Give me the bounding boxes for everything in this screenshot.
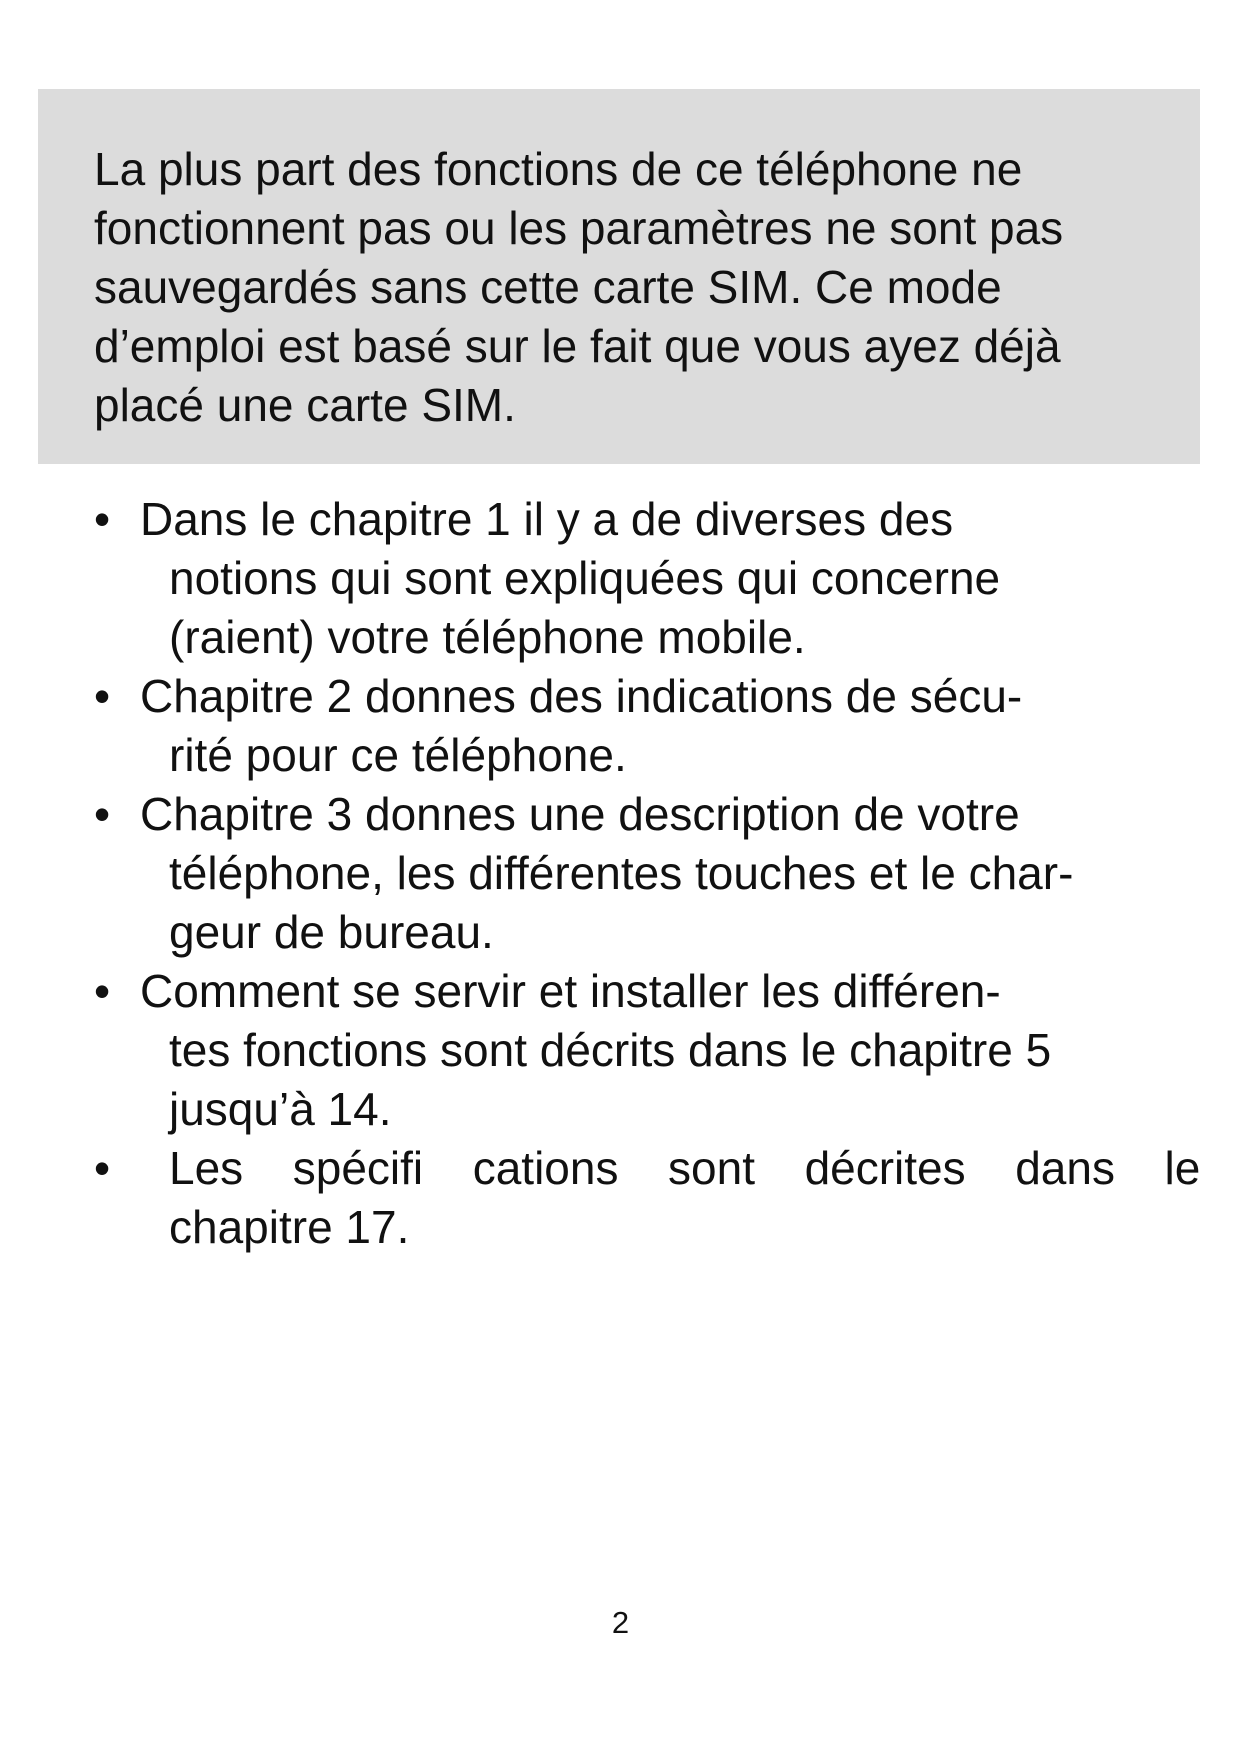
bullet-icon: • <box>94 965 111 1017</box>
list-item-line: (raient) votre téléphone mobile. <box>169 611 806 663</box>
bullet-icon: • <box>94 1142 111 1194</box>
bullet-icon: • <box>94 493 111 545</box>
note-line: sauvegardés sans cette carte SIM. Ce mode <box>94 261 1002 313</box>
list-item-line: jusqu’à 14. <box>169 1083 392 1135</box>
list-item-line: Dans le chapitre 1 il y a de diverses des <box>140 493 954 545</box>
list-item-chapter-17 <box>94 1139 1201 1257</box>
sim-card-note-box <box>38 89 1200 464</box>
note-line: d’emploi est basé sur le fait que vous ayez déjà <box>94 320 1061 372</box>
note-line: placé une carte SIM. <box>94 379 516 431</box>
chapter-overview-list <box>94 490 1201 1257</box>
list-item-chapter-1 <box>94 490 1174 667</box>
bullet-icon: • <box>94 670 111 722</box>
list-item-line: geur de bureau. <box>169 906 494 958</box>
bullet-icon: • <box>94 788 111 840</box>
list-item-line: Comment se servir et installer les différen- <box>140 965 1001 1017</box>
list-item-line: téléphone, les différentes touches et le char- <box>169 847 1074 899</box>
list-item-line: notions qui sont expliquées qui concerne <box>169 552 1001 604</box>
list-item-line: Les spécifi cations sont décrites dans le <box>169 1142 1201 1194</box>
list-item-chapter-3 <box>94 785 1174 962</box>
list-item-chapters-5-14 <box>94 962 1174 1139</box>
note-line: La plus part des fonctions de ce téléphone ne <box>94 143 1023 195</box>
list-item-line: tes fonctions sont décrits dans le chapitre 5 <box>169 1024 1052 1076</box>
list-item-line: Chapitre 2 donnes des indications de sécu- <box>140 670 1023 722</box>
page-number: 2 <box>611 1605 630 1640</box>
note-line: fonctionnent pas ou les paramètres ne sont pas <box>94 202 1064 254</box>
list-item-chapter-2 <box>94 667 1174 785</box>
list-item-line: Chapitre 3 donnes une description de votre <box>140 788 1020 840</box>
list-item-line: rité pour ce téléphone. <box>169 729 627 781</box>
list-item-line: chapitre 17. <box>169 1201 410 1253</box>
